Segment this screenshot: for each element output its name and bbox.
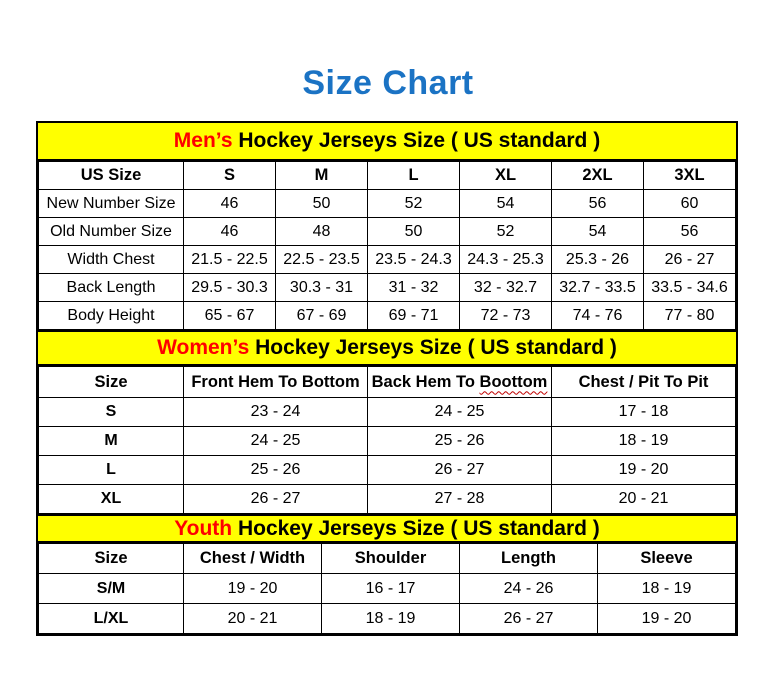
table-cell: 25.3 - 26 xyxy=(552,246,644,274)
mens-banner-title xyxy=(38,123,736,161)
column-header xyxy=(368,367,552,398)
youth-banner-title xyxy=(38,514,736,543)
column-header: Size xyxy=(39,544,184,574)
column-header: Chest / Pit To Pit xyxy=(552,367,736,398)
column-header: L xyxy=(368,162,460,190)
youth-table-section xyxy=(38,514,736,634)
table-row xyxy=(39,456,736,485)
column-header: Shoulder xyxy=(322,544,460,574)
row-label: S xyxy=(39,398,184,427)
table-cell: 56 xyxy=(644,218,736,246)
row-label: Old Number Size xyxy=(39,218,184,246)
row-label: XL xyxy=(39,485,184,514)
table-cell: 65 - 67 xyxy=(184,302,276,330)
column-header: Length xyxy=(460,544,598,574)
table-row xyxy=(39,485,736,514)
table-cell: 30.3 - 31 xyxy=(276,274,368,302)
banner-highlight-text: Youth xyxy=(174,516,233,540)
table-row xyxy=(39,574,736,604)
table-cell: 32 - 32.7 xyxy=(460,274,552,302)
column-header: Size xyxy=(39,367,184,398)
table-row xyxy=(39,274,736,302)
table-cell: 52 xyxy=(460,218,552,246)
table-cell: 25 - 26 xyxy=(184,456,368,485)
misspelled-word: Boottom xyxy=(479,372,548,391)
row-label: L xyxy=(39,456,184,485)
table-cell: 29.5 - 30.3 xyxy=(184,274,276,302)
column-header: US Size xyxy=(39,162,184,190)
table-cell: 19 - 20 xyxy=(184,574,322,604)
row-label: M xyxy=(39,427,184,456)
row-label: Back Length xyxy=(39,274,184,302)
table-row xyxy=(39,604,736,634)
table-cell: 46 xyxy=(184,190,276,218)
column-header: Sleeve xyxy=(598,544,736,574)
table-cell: 17 - 18 xyxy=(552,398,736,427)
banner-rest-text: Hockey Jerseys Size ( US standard ) xyxy=(232,129,601,152)
table-row xyxy=(39,398,736,427)
column-header: S xyxy=(184,162,276,190)
mens-table-section xyxy=(38,123,736,330)
table-cell: 72 - 73 xyxy=(460,302,552,330)
table-cell: 24 - 25 xyxy=(368,398,552,427)
page-title: Size Chart xyxy=(302,64,474,102)
table-row xyxy=(39,246,736,274)
row-label: New Number Size xyxy=(39,190,184,218)
row-label: L/XL xyxy=(39,604,184,634)
table-cell: 19 - 20 xyxy=(598,604,736,634)
table-cell: 52 xyxy=(368,190,460,218)
table-cell: 23.5 - 24.3 xyxy=(368,246,460,274)
table-cell: 46 xyxy=(184,218,276,246)
table-cell: 26 - 27 xyxy=(368,456,552,485)
table-cell: 48 xyxy=(276,218,368,246)
womens-banner-title xyxy=(38,330,736,366)
table-cell: 24.3 - 25.3 xyxy=(460,246,552,274)
row-label: Width Chest xyxy=(39,246,184,274)
row-label: Body Height xyxy=(39,302,184,330)
column-header: 3XL xyxy=(644,162,736,190)
table-cell: 60 xyxy=(644,190,736,218)
table-cell: 18 - 19 xyxy=(552,427,736,456)
table-cell: 18 - 19 xyxy=(598,574,736,604)
table-cell: 33.5 - 34.6 xyxy=(644,274,736,302)
table-cell: 67 - 69 xyxy=(276,302,368,330)
size-tables xyxy=(36,121,738,636)
column-header: Front Hem To Bottom xyxy=(184,367,368,398)
table-cell: 27 - 28 xyxy=(368,485,552,514)
table-cell: 77 - 80 xyxy=(644,302,736,330)
womens-table-section xyxy=(38,330,736,514)
table-cell: 32.7 - 33.5 xyxy=(552,274,644,302)
banner-rest-text: Hockey Jerseys Size ( US standard ) xyxy=(249,336,617,359)
table-cell: 24 - 25 xyxy=(184,427,368,456)
banner-rest-text: Hockey Jerseys Size ( US standard ) xyxy=(232,516,600,540)
column-header: M xyxy=(276,162,368,190)
table-cell: 50 xyxy=(368,218,460,246)
table-cell: 21.5 - 22.5 xyxy=(184,246,276,274)
table-row xyxy=(39,302,736,330)
table-cell: 24 - 26 xyxy=(460,574,598,604)
banner-highlight-text: Women’s xyxy=(157,336,250,359)
table-cell: 19 - 20 xyxy=(552,456,736,485)
banner-highlight-text: Men’s xyxy=(173,129,233,152)
table-cell: 26 - 27 xyxy=(460,604,598,634)
table-row xyxy=(39,190,736,218)
table-cell: 26 - 27 xyxy=(644,246,736,274)
row-label: S/M xyxy=(39,574,184,604)
table-cell: 18 - 19 xyxy=(322,604,460,634)
column-header: Chest / Width xyxy=(184,544,322,574)
table-cell: 56 xyxy=(552,190,644,218)
table-cell: 50 xyxy=(276,190,368,218)
table-cell: 23 - 24 xyxy=(184,398,368,427)
table-cell: 31 - 32 xyxy=(368,274,460,302)
column-header: 2XL xyxy=(552,162,644,190)
table-cell: 54 xyxy=(460,190,552,218)
table-cell: 20 - 21 xyxy=(552,485,736,514)
table-cell: 26 - 27 xyxy=(184,485,368,514)
column-header-text: Back Hem To xyxy=(371,372,480,391)
table-cell: 25 - 26 xyxy=(368,427,552,456)
table-cell: 20 - 21 xyxy=(184,604,322,634)
table-cell: 22.5 - 23.5 xyxy=(276,246,368,274)
table-cell: 16 - 17 xyxy=(322,574,460,604)
youth-table xyxy=(38,543,736,634)
table-cell: 69 - 71 xyxy=(368,302,460,330)
mens-table xyxy=(38,161,736,330)
column-header: XL xyxy=(460,162,552,190)
womens-table xyxy=(38,366,736,514)
table-cell: 54 xyxy=(552,218,644,246)
table-row xyxy=(39,427,736,456)
table-row xyxy=(39,218,736,246)
table-cell: 74 - 76 xyxy=(552,302,644,330)
